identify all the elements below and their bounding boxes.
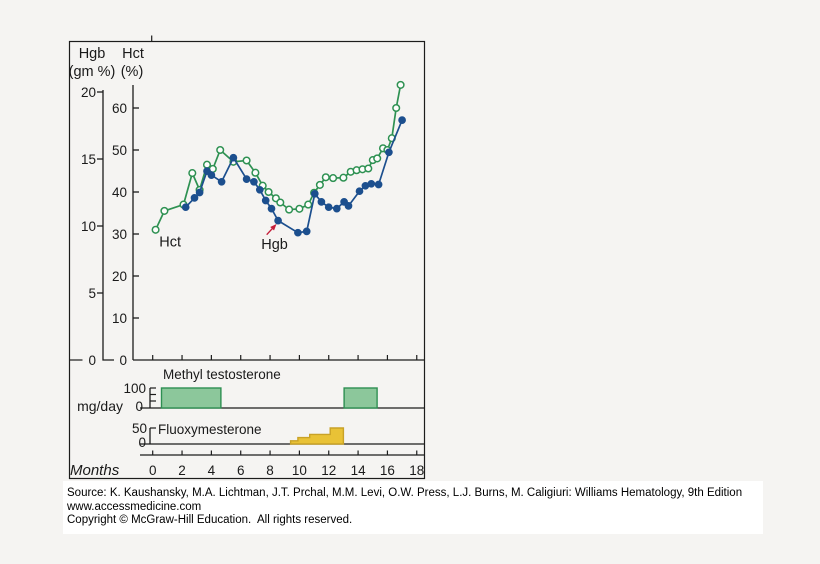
month-tick-label: 12 xyxy=(321,463,337,478)
hct-axis-unit: (%) xyxy=(120,64,144,80)
hgb-axis-unit: (gm %) xyxy=(68,64,116,80)
hct-data-point xyxy=(296,206,303,213)
fluoxymesterone-steps xyxy=(291,428,344,444)
mg-day-label: mg/day xyxy=(77,398,123,414)
hgb-tick-label: 20 xyxy=(80,84,96,100)
hct-axis-title: Hct xyxy=(122,46,144,62)
hct-data-point xyxy=(393,105,400,112)
month-tick-label: 4 xyxy=(207,463,216,478)
hgb-data-point xyxy=(326,204,332,210)
hgb-tick-label: 0 xyxy=(88,352,96,368)
hgb-tick-label: 15 xyxy=(80,151,96,167)
fluoxy-50-label: 50 xyxy=(131,421,147,436)
hct-data-point xyxy=(286,206,293,213)
hct-data-point xyxy=(365,165,372,172)
month-tick-label: 0 xyxy=(148,463,157,478)
month-tick-label: 10 xyxy=(291,463,307,478)
hgb-tick-label: 10 xyxy=(80,218,96,234)
source-caption xyxy=(63,481,763,534)
hct-data-point xyxy=(189,170,196,177)
methyl-testosterone-title: Methyl testosterone xyxy=(163,367,281,382)
hct-tick-label: 50 xyxy=(111,142,127,158)
fluoxymesterone-title: Fluoxymesterone xyxy=(158,422,262,437)
hgb-data-point xyxy=(263,197,269,203)
hct-data-point xyxy=(330,175,337,182)
month-tick-label: 6 xyxy=(236,463,245,478)
hct-series-label: Hct xyxy=(159,234,182,251)
hct-data-point xyxy=(277,199,284,206)
hct-data-point xyxy=(305,201,312,208)
hgb-data-point xyxy=(251,179,257,185)
month-tick-label: 2 xyxy=(178,463,186,478)
hct-data-point xyxy=(265,189,272,196)
month-tick-label: 18 xyxy=(409,463,425,478)
hct-tick-label: 30 xyxy=(111,226,127,242)
hct-data-point xyxy=(161,208,168,215)
hgb-data-point xyxy=(345,203,351,209)
hgb-data-point xyxy=(399,117,405,123)
hct-data-point xyxy=(252,169,259,176)
hct-tick-label: 20 xyxy=(111,268,127,284)
methyl-0-label: 0 xyxy=(135,399,143,414)
hct-data-point xyxy=(397,82,404,89)
hgb-data-point xyxy=(257,187,263,193)
hgb-data-point xyxy=(268,206,274,212)
hgb-data-point xyxy=(386,149,392,155)
hct-tick-label: 10 xyxy=(111,310,127,326)
hct-line xyxy=(156,85,401,230)
hgb-data-point xyxy=(368,181,374,187)
months-axis-label: Months xyxy=(70,462,120,479)
hct-data-point xyxy=(323,174,330,181)
hgb-data-point xyxy=(312,191,318,197)
hgb-data-point xyxy=(356,188,362,194)
hgb-data-point xyxy=(183,204,189,210)
hgb-axis-title: Hgb xyxy=(78,46,106,62)
hgb-line xyxy=(186,120,402,233)
hgb-data-point xyxy=(334,206,340,212)
hgb-data-point xyxy=(318,199,324,205)
hct-data-point xyxy=(317,182,324,189)
methyl-testosterone-bar xyxy=(162,388,221,408)
hgb-data-point xyxy=(219,179,225,185)
hgb-data-point xyxy=(376,181,382,187)
hct-tick-label: 0 xyxy=(119,352,127,368)
month-tick-label: 8 xyxy=(266,463,274,478)
hct-data-point xyxy=(374,155,381,162)
hct-tick-label: 60 xyxy=(111,100,127,116)
hgb-data-point xyxy=(208,172,214,178)
fluoxy-0-label: 0 xyxy=(138,435,146,450)
hgb-data-point xyxy=(295,230,301,236)
caption-copyright-line: Copyright © McGraw-Hill Education. All rights reserved. xyxy=(67,514,353,527)
hct-data-point xyxy=(340,174,347,181)
methyl-100-label: 100 xyxy=(123,381,146,396)
caption-source-line: Source: K. Kaushansky, M.A. Lichtman, J.T. Prchal, M.M. Levi, O.W. Press, L.J. Burns, M. Caligiuri: Williams Hematology, 9th Edition xyxy=(67,487,743,499)
hct-data-point xyxy=(152,227,159,234)
caption-url-line: www.accessmedicine.com xyxy=(67,500,202,513)
hct-data-point xyxy=(217,147,224,154)
hgb-data-point xyxy=(191,195,197,201)
month-tick-label: 16 xyxy=(379,463,395,478)
hgb-data-point xyxy=(244,176,250,182)
hct-tick-label: 40 xyxy=(111,184,127,200)
hgb-data-point xyxy=(230,155,236,161)
methyl-testosterone-bar xyxy=(344,388,377,408)
hct-data-point xyxy=(243,157,250,164)
month-tick-label: 14 xyxy=(350,463,366,478)
hgb-tick-label: 5 xyxy=(88,285,96,301)
hgb-data-point xyxy=(275,218,281,224)
hgb-data-point xyxy=(304,228,310,234)
hgb-data-point xyxy=(197,189,203,195)
hgb-series-label: Hgb xyxy=(261,236,288,253)
